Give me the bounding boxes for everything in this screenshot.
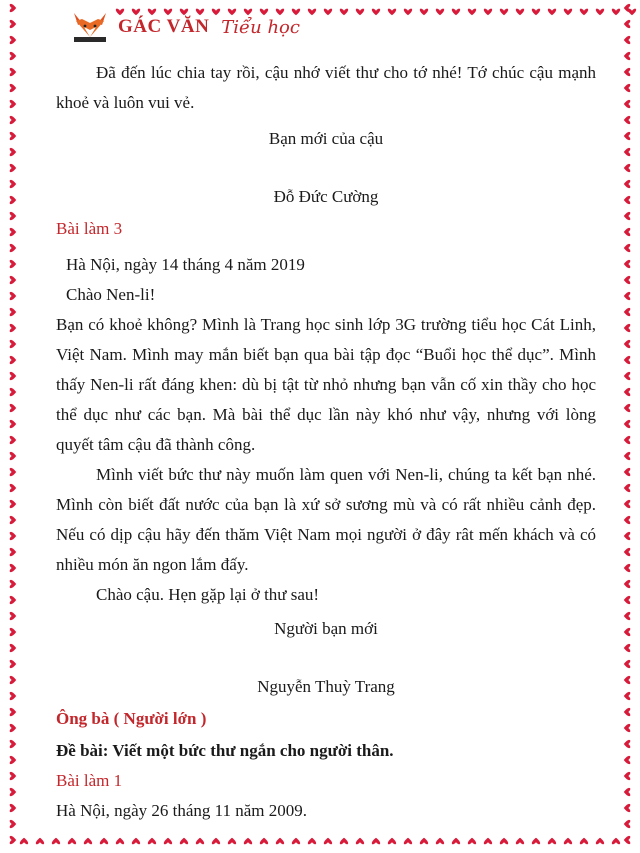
heart-icon [10, 548, 17, 556]
heart-icon [624, 452, 631, 460]
heart-icon [624, 260, 631, 268]
heart-icon [564, 838, 572, 845]
heart-icon [532, 9, 540, 16]
heart-icon [10, 356, 17, 364]
heart-icon [10, 676, 17, 684]
heart-icon [624, 68, 631, 76]
heart-icon [10, 436, 17, 444]
heart-icon [624, 772, 631, 780]
heart-icon [624, 356, 631, 364]
heart-icon [624, 308, 631, 316]
heart-icon [10, 628, 17, 636]
heart-icon [388, 9, 396, 16]
heart-icon [340, 838, 348, 845]
heart-icon [624, 836, 631, 844]
heart-icon [10, 308, 17, 316]
heart-icon [624, 724, 631, 732]
heart-icon [340, 9, 348, 16]
heart-icon [10, 724, 17, 732]
heart-icon [10, 612, 17, 620]
heart-icon [624, 52, 631, 60]
heart-icon [596, 838, 604, 845]
heart-icon [624, 580, 631, 588]
heart-icon [116, 838, 124, 845]
heart-icon [624, 564, 631, 572]
heart-icon [10, 756, 17, 764]
heart-icon [10, 340, 17, 348]
brand-header [70, 8, 300, 46]
heart-icon [10, 804, 17, 812]
heart-icon [624, 116, 631, 124]
heart-icon [324, 838, 332, 845]
heart-icon [10, 276, 17, 284]
heart-icon [404, 838, 412, 845]
heart-icon [624, 820, 631, 828]
heart-icon [564, 9, 572, 16]
heart-icon [516, 9, 524, 16]
heart-icon [624, 20, 631, 28]
heart-icon [624, 388, 631, 396]
heart-icon [20, 838, 28, 845]
heart-icon [624, 404, 631, 412]
heart-icon [10, 500, 17, 508]
heart-icon [436, 838, 444, 845]
heart-icon [624, 36, 631, 44]
heart-icon [628, 9, 636, 16]
heart-icon [52, 838, 60, 845]
heart-icon [404, 9, 412, 16]
heart-icon [624, 244, 631, 252]
heart-icon [10, 212, 17, 220]
heart-icon [10, 516, 17, 524]
heart-icon [624, 324, 631, 332]
heart-icon [10, 164, 17, 172]
heart-icon [624, 532, 631, 540]
heart-icon [10, 132, 17, 140]
heart-icon [548, 9, 556, 16]
heart-icon [212, 838, 220, 845]
heart-icon [10, 84, 17, 92]
heart-icon [10, 324, 17, 332]
heart-icon [10, 532, 17, 540]
heart-icon [452, 9, 460, 16]
heart-icon [10, 36, 17, 44]
heart-icon [624, 132, 631, 140]
heart-icon [132, 838, 140, 845]
heart-icon [372, 838, 380, 845]
heart-icon [10, 404, 17, 412]
heart-icon [10, 196, 17, 204]
heart-icon [624, 372, 631, 380]
heart-icon [624, 484, 631, 492]
heart-icon [100, 838, 108, 845]
heart-icon [624, 548, 631, 556]
heart-icon [10, 788, 17, 796]
heart-icon [180, 838, 188, 845]
heart-icon [596, 9, 604, 16]
heart-icon [308, 9, 316, 16]
heart-icon [10, 260, 17, 268]
heart-icon [548, 838, 556, 845]
letter-greeting: Chào Nen-li! [66, 285, 156, 304]
heart-icon [244, 838, 252, 845]
heart-icon [532, 838, 540, 845]
heart-icon [10, 836, 17, 844]
fox-logo-icon [70, 11, 110, 43]
heart-icon [420, 838, 428, 845]
heart-icon [612, 9, 620, 16]
heart-icon [624, 4, 631, 12]
heart-icon [624, 180, 631, 188]
section-heading-bai-lam-3: Bài làm 3 [56, 219, 123, 238]
heart-icon [624, 292, 631, 300]
heart-icon [468, 838, 476, 845]
heart-icon [468, 9, 476, 16]
heart-icon [624, 436, 631, 444]
letter-date: Hà Nội, ngày 14 tháng 4 năm 2019 [66, 255, 305, 274]
heart-icon [388, 838, 396, 845]
heart-icon [10, 708, 17, 716]
heart-icon [10, 180, 17, 188]
heart-icon [624, 340, 631, 348]
heart-icon [10, 580, 17, 588]
heart-icon [624, 500, 631, 508]
heart-icon [624, 804, 631, 812]
heart-icon [10, 644, 17, 652]
heart-icon [10, 692, 17, 700]
signoff-text: Bạn mới của cậu [268, 129, 384, 148]
heart-icon [10, 484, 17, 492]
heart-icon [624, 468, 631, 476]
heart-icon [624, 100, 631, 108]
signature-name: Đỗ Đức Cường [273, 187, 379, 206]
heart-icon [164, 838, 172, 845]
closing-paragraph: Đã đến lúc chia tay rồi, cậu nhớ viết thư cho tớ nhé! Tớ chúc cậu mạnh khoẻ và luôn vui vẻ. [56, 63, 596, 112]
heart-icon [228, 838, 236, 845]
heart-icon [624, 596, 631, 604]
heart-icon [500, 9, 508, 16]
heart-icon [420, 9, 428, 16]
letter-signature: Nguyễn Thuỳ Trang [257, 677, 395, 696]
document-body [56, 58, 596, 826]
heart-icon [10, 772, 17, 780]
heart-icon [624, 756, 631, 764]
heart-icon [10, 388, 17, 396]
heart-icon [308, 838, 316, 845]
heart-icon [10, 372, 17, 380]
heart-icon [624, 196, 631, 204]
heart-icon [10, 100, 17, 108]
heart-icon [84, 838, 92, 845]
heart-icon [612, 838, 620, 845]
heart-icon [624, 148, 631, 156]
heart-icon [292, 838, 300, 845]
assignment-prompt: Đề bài: Viết một bức thư ngắn cho người thân. [56, 741, 394, 760]
heart-icon [580, 9, 588, 16]
heart-icon [10, 292, 17, 300]
heart-icon [624, 516, 631, 524]
heart-icon [624, 708, 631, 716]
heart-icon [624, 420, 631, 428]
letter-date-2: Hà Nội, ngày 26 tháng 11 năm 2009. [56, 801, 308, 820]
heart-icon [580, 838, 588, 845]
heart-icon [10, 52, 17, 60]
heart-icon [324, 9, 332, 16]
heart-icon [10, 596, 17, 604]
heart-icon [10, 452, 17, 460]
heart-icon [624, 276, 631, 284]
heart-icon [10, 148, 17, 156]
letter-signoff: Người bạn mới [274, 619, 378, 638]
heart-icon [624, 164, 631, 172]
heart-icon [68, 838, 76, 845]
heart-icon [624, 628, 631, 636]
letter-paragraph-2: Mình viết bức thư này muốn làm quen với Nen-li, chúng ta kết bạn nhé. Mình còn biết đất nước của bạn là xứ sở sương mù và có rất nhiều cảnh đẹp. Nếu có dịp cậu hãy đến thăm Việt Nam mọi người ở đây rât mến khách và có nhiều món ăn ngon lắm đấy. [56, 465, 596, 574]
letter-paragraph-1: Bạn có khoẻ không? Mình là Trang học sinh lớp 3G trường tiểu học Cát Linh, Việt Nam. Mình may mắn biết bạn qua bài tập đọc “Buổi học thể dục”. Mình thấy Nen-li rất đáng khen: dù bị tật từ nhỏ nhưng bạn vẫn cố xin thầy cho học thể dục như các bạn. Mà bài thể dục lần này khó như vậy, nhưng với lòng quyết tâm cậu đã thành công. [56, 315, 596, 454]
section-heading-ong-ba: Ông bà ( Người lớn ) [56, 709, 207, 728]
heart-icon [624, 612, 631, 620]
heart-icon [10, 228, 17, 236]
heart-icon [624, 660, 631, 668]
heart-icon [148, 838, 156, 845]
heart-icon [10, 244, 17, 252]
heart-icon [10, 660, 17, 668]
heart-icon [260, 838, 268, 845]
heart-icon [624, 676, 631, 684]
brand-name: GÁC VĂN [118, 16, 210, 37]
heart-icon [10, 116, 17, 124]
heart-icon [624, 644, 631, 652]
heart-icon [276, 838, 284, 845]
heart-icon [484, 9, 492, 16]
heart-icon [356, 9, 364, 16]
heart-icon [500, 838, 508, 845]
heart-icon [624, 692, 631, 700]
section-heading-bai-lam-1: Bài làm 1 [56, 771, 123, 790]
heart-icon [436, 9, 444, 16]
letter-farewell: Chào cậu. Hẹn gặp lại ở thư sau! [96, 585, 320, 604]
heart-icon [372, 9, 380, 16]
brand-subtitle: Tiểu học [221, 16, 300, 38]
heart-icon [516, 838, 524, 845]
heart-icon [452, 838, 460, 845]
heart-icon [10, 820, 17, 828]
heart-icon [624, 788, 631, 796]
heart-icon [624, 228, 631, 236]
heart-icon [10, 468, 17, 476]
heart-icon [624, 84, 631, 92]
heart-icon [10, 4, 17, 12]
heart-icon [10, 20, 17, 28]
heart-icon [624, 212, 631, 220]
heart-icon [10, 740, 17, 748]
heart-icon [10, 420, 17, 428]
heart-icon [484, 838, 492, 845]
heart-icon [196, 838, 204, 845]
heart-icon [10, 68, 17, 76]
heart-icon [624, 740, 631, 748]
heart-icon [36, 838, 44, 845]
heart-icon [356, 838, 364, 845]
heart-icon [10, 564, 17, 572]
